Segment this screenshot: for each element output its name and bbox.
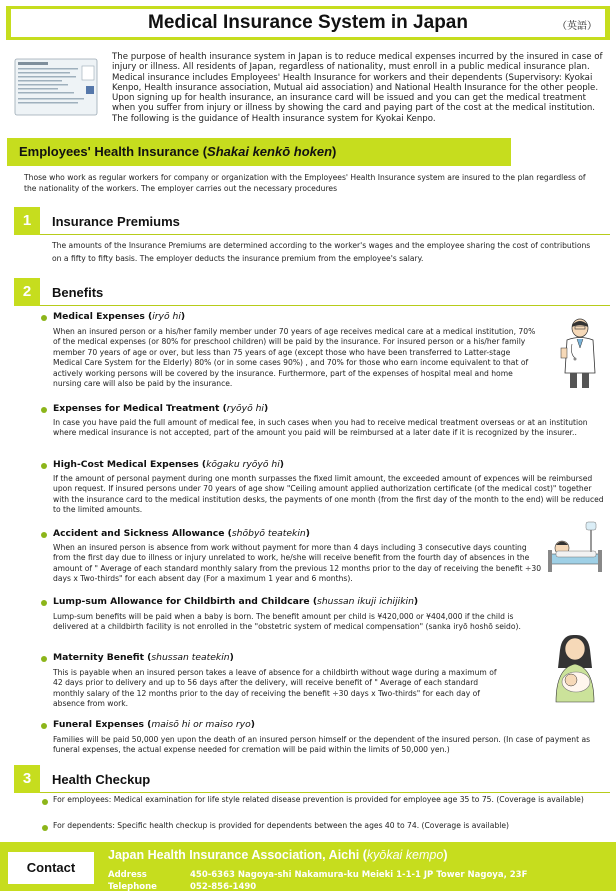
address-value: 450-6363 Nagoya-shi Nakamura-ku Meieki 1-1-1 JP Tower Nagoya, 23F <box>190 870 528 880</box>
bullet-dot <box>41 656 47 662</box>
benefit-heading: High-Cost Medical Expenses (kōgaku ryōyō hi) <box>53 459 284 470</box>
section-title-main: Employees' Health Insurance ( <box>19 144 208 159</box>
checkup-item-dependents: For dependents: Specific health checkup is provided for dependents between the ages 40 to 74. (Coverage is available) <box>53 821 510 830</box>
benefit-text: Lump-sum benefits will be paid when a baby is born. The benefit amount per child is ¥420,000 or ¥404,000 if the child is delivered at a childbirth facility is not enrolled in the "obstetric system of medical compensation" (sanka iryō hoshō seido). <box>53 612 521 632</box>
benefit-heading: Expenses for Medical Treatment (ryōyō hi) <box>53 403 269 414</box>
divider-line <box>40 305 610 306</box>
intro-paragraph: The purpose of health insurance system in Japan is to reduce medical expenses incurred by the insured in case of injury or illness. All residents of Japan, regardless of nationality, must enroll in a public medical insurance plan. Medical insurance includes Employees' Health Insurance for workers and their dependents (Supervisory: Kyokai Kenpo, Health insurance association, Mutual aid association) and National Health Insurance for the other people. Upon signing up for health insurance, an insurance card will be issued and you can get the medical treatment when you suffer from injury or illness by showing the card and paying part of the cost at the medical institution. The following is the guidance of Health insurance system for Kyokai Kenpo. <box>112 52 603 124</box>
section-title <box>19 144 336 159</box>
heading-premiums: Insurance Premiums <box>52 214 180 229</box>
benefit-text: When an insured person or a his/her family member under 70 years of age receives medical care at a medical institution, 70% of the medical expenses (or 80% for preschool children) will be paid by the insurance. For insured person or a his/her family member 70 years of age or over, but less than 75 years of age (except those who have been transferred to Latter-stage Medical Care System for the Elderly) 80% (or in some cases 90%) , and 70% for those who earn income equivalent to that of actively working persons will be covered by the insurance. Furthermore, part of the expenses of hospital meal and home nursing care will also be paid by the insurance. <box>53 327 536 389</box>
benefit-text: This is payable when an insured person takes a leave of absence for a childbirth without wage during a maximum of 42 days prior to delivery and up to 56 days after the delivery, will receive benefit of " Average of each standard monthly salary of the 12 months prior to the day of receiving the benefit ÷30 days x Two-thirds" for each day of absence from work. <box>53 668 497 709</box>
benefit-heading: Medical Expenses (iryō hi) <box>53 311 186 322</box>
benefit-text: If the amount of personal payment during one month surpasses the fixed limit amount, the exceeded amount of expences will be reimbursed upon request. If insured persons under 70 years of age show "Ceiling amount applied authorization certificate (of the medical cost)" together with the insurance card to the medical institution desks, the payments of one month (from the first day of the month to the end) will be reduced to the limited amounts. <box>53 474 604 515</box>
heading-checkup: Health Checkup <box>52 772 151 787</box>
bullet-dot <box>41 315 47 321</box>
bullet-dot <box>41 407 47 413</box>
benefit-text: Families will be paid 50,000 yen upon the death of an insured person himself or the dependent of the insured person. (In case of payment as funeral expenses, the actual expense needed for cremation will be paid within the limits of 50,000 yen.) <box>53 735 591 755</box>
organization-name: Japan Health Insurance Association, Aichi (kyōkai kempo) <box>108 848 448 862</box>
bullet-dot <box>41 723 47 729</box>
benefit-heading: Funeral Expenses (maisō hi or maiso ryo) <box>53 719 255 730</box>
premiums-text: The amounts of the Insurance Premiums are determined according to the worker's wages and the employee sharing the cost of contributions on a fifty to fifty basis. The employer deducts the insurance premium from the employee's salary. <box>52 241 591 263</box>
benefit-heading: Maternity Benefit (shussan teatekin) <box>53 652 234 663</box>
benefit-heading: Lump-sum Allowance for Childbirth and Childcare (shussan ikuji ichijikin) <box>53 596 419 607</box>
number-box-1: 1 <box>14 207 40 235</box>
divider-line <box>40 792 610 793</box>
page-title: Medical Insurance System in Japan <box>148 12 468 33</box>
number-box-3: 3 <box>14 765 40 793</box>
title-box <box>11 9 605 37</box>
sick-person-illustration <box>546 520 604 576</box>
contact-label: Contact <box>8 852 94 884</box>
number-box-2: 2 <box>14 278 40 306</box>
address-label: Address <box>108 870 147 880</box>
divider-line <box>40 234 610 235</box>
bullet-dot <box>42 799 48 805</box>
benefit-text: In case you have paid the full amount of medical fee, in such cases when you had to receive medical treatment overseas or at an institution where medical insurance is not accepted, part of the amount you paid will be reimbursed at a later date if it is recognized by the insurer.. <box>53 418 588 438</box>
section-title-italic: Shakai kenkō hoken <box>207 144 333 159</box>
insurance-card-image <box>14 58 98 116</box>
bullet-dot <box>42 825 48 831</box>
language-badge: （英語） <box>557 21 597 32</box>
checkup-item-employees: For employees: Medical examination for life style related disease prevention is provided for employee age 35 to 75. (Coverage is available) <box>53 795 584 804</box>
bullet-dot <box>41 532 47 538</box>
bullet-dot <box>41 463 47 469</box>
mother-baby-illustration <box>548 632 602 704</box>
phone-value: 052-856-1490 <box>190 882 257 892</box>
bullet-dot <box>41 600 47 606</box>
section-title-end: ) <box>332 144 337 159</box>
phone-label: Telephone <box>108 882 157 892</box>
heading-benefits: Benefits <box>52 285 104 300</box>
benefit-heading: Accident and Sickness Allowance (shōbyō teatekin) <box>53 528 310 539</box>
section-bar <box>7 138 511 166</box>
section-lead: Those who work as regular workers for company or organization with the Employees' Health Insurance system are insured to the plan regardless of the nationality of the workers. The employer carries out the necessary procedures <box>24 173 586 193</box>
doctor-illustration <box>558 318 600 390</box>
benefit-text: When an insured person is absence from work without payment for more than 4 days including 3 consecutive days counting from the first day due to illness or injury unrelated to work, he/she will receive benefit from the fourth day of absences in the amount of " Average of each standard monthly salary from the previous 12 months prior to the day of receiving the benefit ÷30 days x Two-thirds" for each absent day (For a maximum 1 year and 6 months). <box>53 543 542 584</box>
